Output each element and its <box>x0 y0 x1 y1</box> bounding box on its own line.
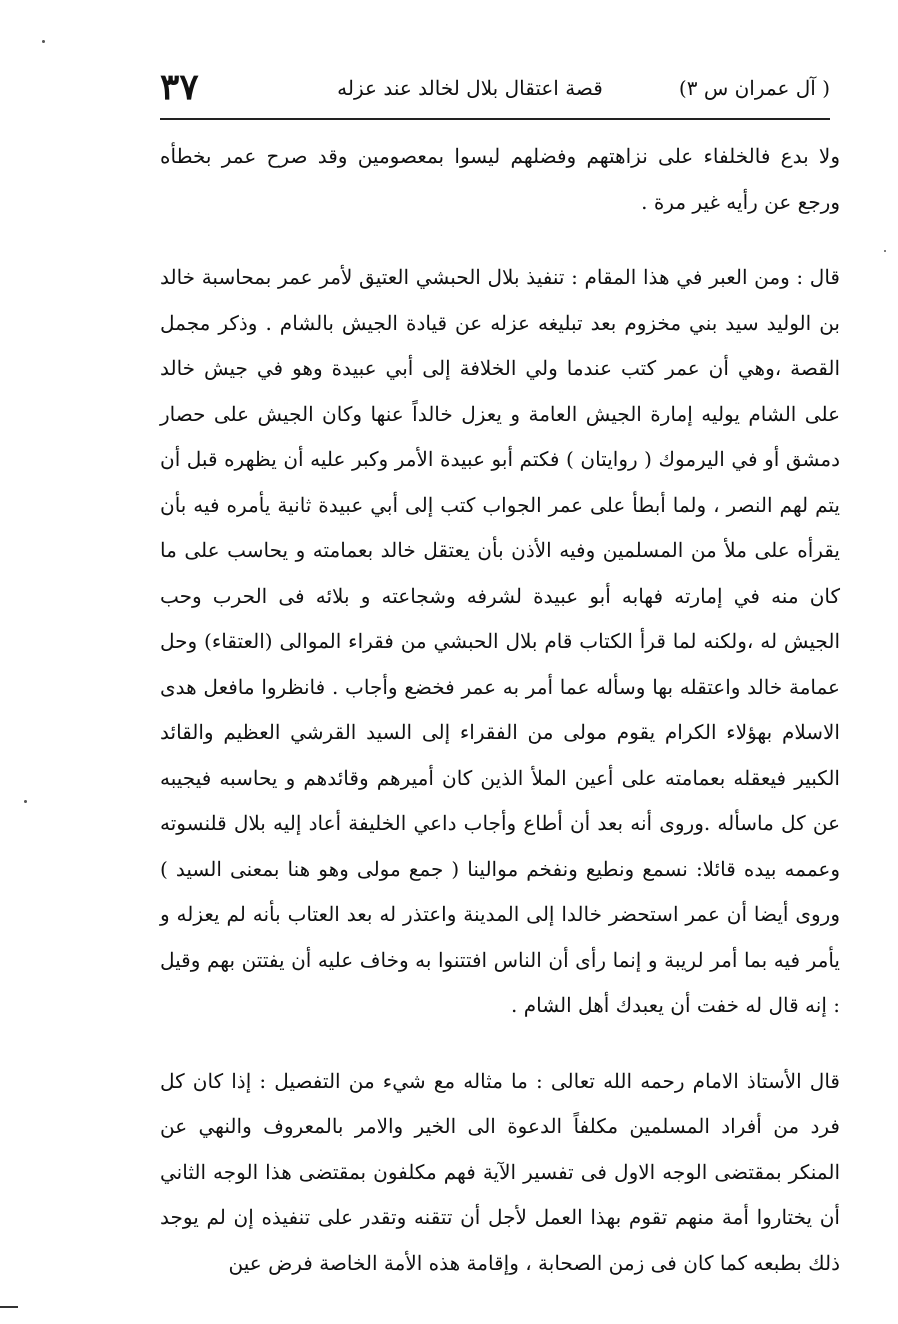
header-divider <box>160 118 830 120</box>
paragraph-2: قال : ومن العبر في هذا المقام : تنفيذ بلال الحبشي العتيق لأمر عمر بمحاسبة خالد بن الوليد سيد بني مخزوم بعد تبليغه عزله عن قيادة الجيش بالشام . وذكر مجمل القصة ،وهي أن عمر كتب عندما ولي الخلافة إلى أبي عبيدة وهو في جيش خالد على الشام يوليه إمارة الجيش العامة و يعزل خالداً عنها وكان الجيش على حصار دمشق أو في اليرموك ( روايتان ) فكتم أبو عبيدة الأمر وكبر عليه أن يظهره قبل أن يتم لهم النصر ، ولما أبطأ على عمر الجواب كتب إلى أبي عبيدة ثانية يأمره فيه بأن يقرأه على ملأ من المسلمين وفيه الأذن بأن يعتقل خالد بعمامته و يحاسب على ما كان منه في إمارته فهابه أبو عبيدة لشرفه وشجاعته و بلائه فى الحرب وحب الجيش له ،ولكنه لما قرأ الكتاب قام بلال الحبشي من فقراء الموالى (العتقاء) وحل عمامة خالد واعتقله بها وسأله عما أمر به عمر فخضع وأجاب . فانظروا مافعل هدى الاسلام بهؤلاء الكرام يقوم مولى من الفقراء إلى السيد القرشي العظيم والقائد الكبير فيعقله بعمامته على أعين الملأ الذين كان أميرهم وقائدهم و يحاسبه فيجيبه عن كل ماسأله .وروى أنه بعد أن أطاع وأجاب داعي الخليفة أعاد إليه بلال قلنسوته وعممه بيده قائلا: نسمع ونطيع ونفخم موالينا ( جمع مولى وهو هنا بمعنى السيد ) وروى أيضا أن عمر استحضر خالدا إلى المدينة واعتذر له بعد العتاب بأنه لم يعزله و يأمر فيه بما أمر لريبة و إنما رأى أن الناس افتتنوا به وخاف عليه أن يفتتن بهم وقيل : إنه قال له خفت أن يعبدك أهل الشام . <box>160 265 840 1017</box>
paragraph-1: ولا بدع فالخلفاء على نزاهتهم وفضلهم ليسوا بمعصومين وقد صرح عمر بخطأه ورجع عن رأيه غير مرة . <box>160 144 840 214</box>
body-text <box>160 134 840 1286</box>
scan-speck <box>42 40 45 43</box>
page-number: ٣٧ <box>160 66 199 108</box>
running-title: قصة اعتقال بلال لخالد عند عزله <box>337 76 603 100</box>
scan-speck <box>884 250 886 252</box>
page-header <box>160 66 830 116</box>
surah-reference: ( آل عمران س ٣) <box>678 76 830 100</box>
scan-speck <box>24 800 27 803</box>
paragraph-3: قال الأستاذ الامام رحمه الله تعالى : ما مثاله مع شيء من التفصيل : إذا كان كل فرد من أفراد المسلمين مكلفاً الدعوة الى الخير والامر بالمعروف والنهي عن المنكر بمقتضى الوجه الاول فى تفسير الآية فهم مكلفون بمقتضى هذا الوجه الثاني أن يختاروا أمة منهم تقوم بهذا العمل لأجل أن تتقنه وتقدر على تنفيذه إن لم يوجد ذلك بطبعه كما كان فى زمن الصحابة ، وإقامة هذه الأمة الخاصة فرض عين <box>160 1068 840 1275</box>
scan-edge-mark <box>0 1306 18 1308</box>
